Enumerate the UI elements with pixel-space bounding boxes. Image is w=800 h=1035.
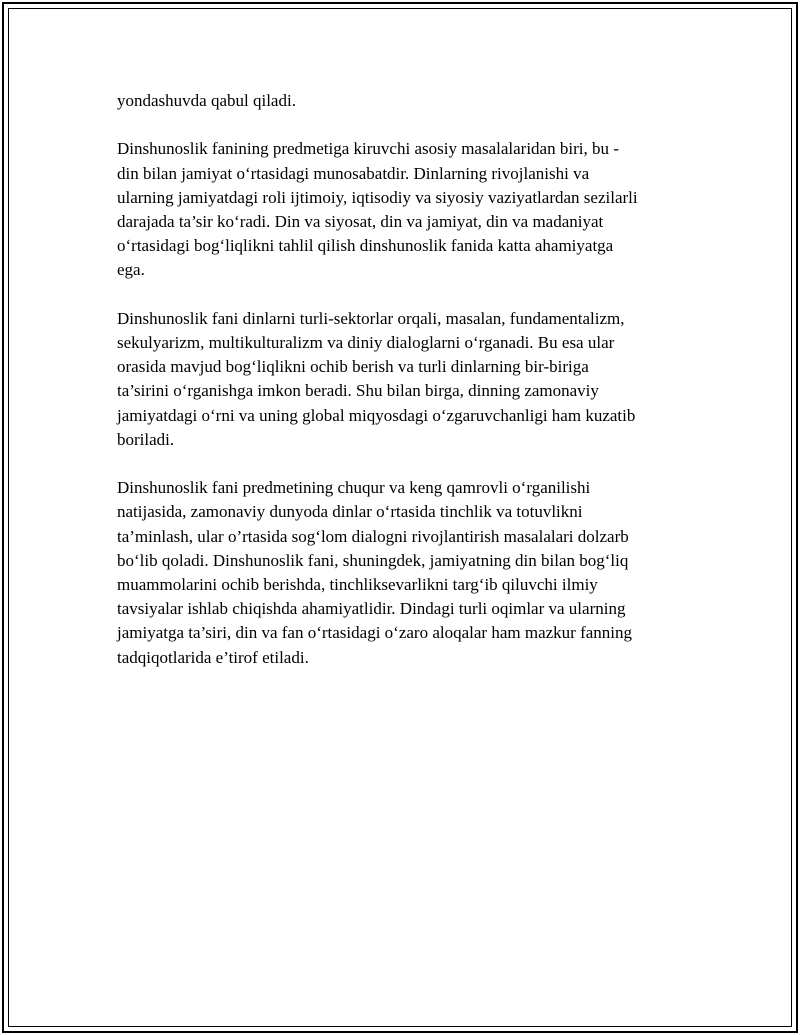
text-line: ta’sirini o‘rganishga imkon beradi. Shu bilan birga, dinning zamonaviy	[117, 381, 599, 401]
text-line: natijasida, zamonaviy dunyoda dinlar o‘rtasida tinchlik va totuvlikni	[117, 502, 583, 522]
text-line: tadqiqotlarida e’tirof etiladi.	[117, 647, 309, 667]
text-line: boriladi.	[117, 429, 175, 449]
text-line: Dinshunoslik fani predmetining chuqur va keng qamrovli o‘rganilishi	[117, 478, 591, 498]
document-body	[117, 89, 687, 694]
text-line: orasida mavjud bog‘liqlikni ochib berish va turli dinlarning bir-biriga	[117, 357, 589, 377]
text-line: muammolarini ochib berishda, tinchliksevarlikni targ‘ib qiluvchi ilmiy	[117, 575, 598, 595]
text-line: o‘rtasidagi bog‘liqlikni tahlil qilish dinshunoslik fanida katta ahamiyatga	[117, 236, 614, 256]
text-line: ularning jamiyatdagi roli ijtimoiy, iqtisodiy va siyosiy vaziyatlardan sezilarli	[117, 187, 638, 207]
text-line: yondashuvda qabul qiladi.	[117, 91, 296, 110]
paragraph-4	[117, 476, 687, 670]
text-line: darajada ta’sir ko‘radi. Din va siyosat, din va jamiyat, din va madaniyat	[117, 212, 604, 231]
paragraph-1	[117, 89, 687, 113]
text-line: ta’minlash, ular o’rtasida sog‘lom dialogni rivojlantirish masalalari dolzarb	[117, 526, 629, 546]
text-line: sekulyarizm, multikulturalizm va diniy dialoglarni o‘rganadi. Bu esa ular	[117, 333, 615, 352]
text-line: bo‘lib qoladi. Dinshunoslik fani, shuningdek, jamiyatning din bilan bog‘liq	[117, 550, 629, 570]
text-line: jamiyatga ta’siri, din va fan o‘rtasidagi o‘zaro aloqalar ham mazkur fanning	[117, 623, 632, 643]
text-line: ega.	[117, 260, 145, 280]
paragraph-3	[117, 307, 687, 452]
text-line: jamiyatdagi o‘rni va uning global miqyosdagi o‘zgaruvchanligi ham kuzatib	[117, 405, 636, 425]
text-line: din bilan jamiyat o‘rtasidagi munosabatdir. Dinlarning rivojlanishi va	[117, 163, 590, 183]
paragraph-2	[117, 137, 687, 282]
text-line: Dinshunoslik fanining predmetiga kiruvchi asosiy masalalaridan biri, bu -	[117, 139, 619, 159]
text-line: Dinshunoslik fani dinlarni turli-sektorlar orqali, masalan, fundamentalizm,	[117, 308, 625, 328]
text-line: tavsiyalar ishlab chiqishda ahamiyatlidir. Dindagi turli oqimlar va ularning	[117, 599, 626, 619]
